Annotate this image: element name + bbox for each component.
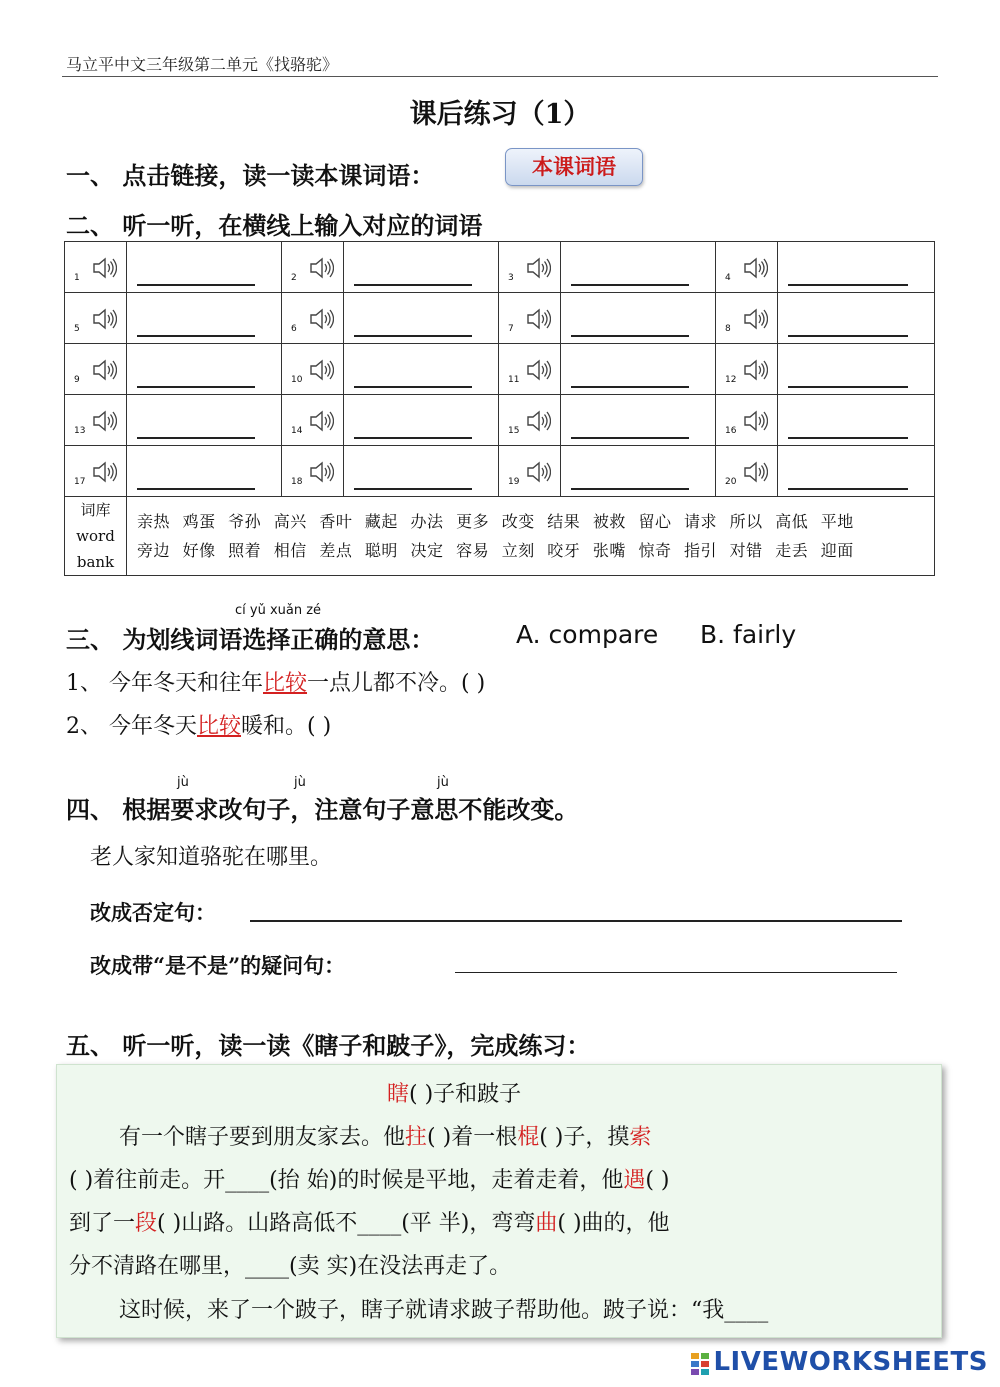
story-text: ( ) — [645, 1168, 670, 1193]
item-number: 7 — [508, 324, 514, 334]
answer-cell — [561, 242, 716, 293]
item-number: 19 — [508, 477, 520, 487]
answer-cell — [344, 446, 499, 497]
item-number: 4 — [725, 273, 731, 283]
story-text: ( )着往前走。开____(抬 始)的时候是平地，走着走着，他 — [69, 1168, 624, 1193]
option-b: B. fairly — [700, 620, 797, 649]
answer-cell — [344, 344, 499, 395]
audio-cell — [499, 446, 561, 497]
speaker-icon[interactable] — [91, 255, 117, 281]
audio-cell — [65, 344, 127, 395]
word-bank-row-2: 旁边 好像 照着 相信 差点 聪明 决定 容易 立刻 咬牙 张嘴 惊奇 指引 对错 走丢 迎面 — [137, 541, 854, 560]
item-number: 6 — [291, 324, 297, 334]
story-title: 瞎( )子和跛子 — [387, 1082, 522, 1107]
highlighted-char: 棍 — [517, 1125, 540, 1150]
audio-cell — [716, 395, 778, 446]
highlighted-char: 曲 — [535, 1211, 558, 1236]
section-5-label: 五、 听一听，读一读《瞎子和跛子》，完成练习： — [66, 1031, 591, 1060]
answer-input[interactable] — [788, 415, 908, 439]
audio-cell — [65, 242, 127, 293]
story-line-1 — [119, 1120, 651, 1151]
section-4-label: 四、 根据要求改句子，注意句子意思不能改变。 — [66, 795, 579, 824]
story-line-2 — [69, 1163, 670, 1194]
answer-cell — [561, 446, 716, 497]
answer-input[interactable] — [354, 262, 472, 286]
section-2-label: 二、 听一听，在横线上输入对应的词语 — [66, 211, 483, 240]
word-bank-row-1: 亲热 鸡蛋 爷孙 高兴 香叶 藏起 办法 更多 改变 结果 被救 留心 请求 所以 高低 平地 — [137, 512, 854, 531]
answer-cell — [778, 395, 935, 446]
answer-cell — [344, 242, 499, 293]
item-number: 9 — [74, 375, 80, 385]
answer-cell — [561, 293, 716, 344]
audio-cell — [499, 242, 561, 293]
audio-cell — [65, 395, 127, 446]
answer-input[interactable] — [354, 466, 472, 490]
speaker-icon[interactable] — [308, 459, 334, 485]
audio-cell — [282, 293, 344, 344]
item-number: 10 — [291, 375, 303, 385]
answer-cell — [127, 446, 282, 497]
story-line-3 — [69, 1206, 670, 1237]
item-number: 1 — [74, 273, 80, 283]
answer-input[interactable] — [571, 466, 689, 490]
speaker-icon[interactable] — [91, 357, 117, 383]
answer-cell — [778, 242, 935, 293]
item-number: 18 — [291, 477, 303, 487]
answer-input[interactable] — [354, 415, 472, 439]
speaker-icon[interactable] — [91, 306, 117, 332]
page-title: 课后练习（1） — [409, 99, 591, 130]
story-box — [56, 1064, 942, 1338]
audio-cell — [499, 344, 561, 395]
answer-input[interactable] — [788, 364, 908, 388]
audio-cell — [282, 395, 344, 446]
item-number: 3 — [508, 273, 514, 283]
pinyin-ju: jù — [294, 775, 306, 790]
story-text: 有一个瞎子要到朋友家去。他 — [119, 1125, 406, 1150]
item-number: 15 — [508, 426, 520, 436]
audio-cell — [499, 293, 561, 344]
answer-input[interactable] — [571, 364, 689, 388]
audio-cell — [716, 344, 778, 395]
audio-cell — [716, 293, 778, 344]
item-number: 13 — [74, 426, 86, 436]
original-sentence: 老人家知道骆驼在哪里。 — [90, 845, 333, 870]
audio-cell — [282, 446, 344, 497]
answer-input[interactable] — [137, 313, 255, 337]
question-1: 1、 今年冬天和往年比较一点儿都不冷。( ) — [66, 671, 486, 696]
story-text: ( )山路。山路高低不____(平 半)，弯弯 — [157, 1211, 536, 1236]
highlighted-char: 索 — [629, 1125, 652, 1150]
item-number: 5 — [74, 324, 80, 334]
item-number: 17 — [74, 477, 86, 487]
answer-input[interactable] — [788, 262, 908, 286]
answer-cell — [127, 344, 282, 395]
section-3-label: 三、 为划线词语选择正确的意思： — [66, 625, 435, 654]
answer-cell — [127, 242, 282, 293]
answer-input[interactable] — [788, 466, 908, 490]
speaker-icon[interactable] — [308, 408, 334, 434]
answer-cell — [778, 446, 935, 497]
answer-cell — [344, 293, 499, 344]
answer-cell — [344, 395, 499, 446]
highlighted-char: 拄 — [405, 1125, 428, 1150]
answer-cell — [561, 344, 716, 395]
speaker-icon[interactable] — [91, 408, 117, 434]
question-sentence-input[interactable] — [455, 946, 897, 973]
audio-cell — [499, 395, 561, 446]
speaker-icon[interactable] — [308, 357, 334, 383]
speaker-icon[interactable] — [742, 255, 768, 281]
item-number: 14 — [291, 426, 303, 436]
answer-cell — [127, 395, 282, 446]
item-number: 11 — [508, 375, 520, 385]
answer-2-input[interactable] — [372, 711, 428, 739]
story-text: 到了一 — [69, 1211, 136, 1236]
story-line-5: 这时候，来了一个跛子，瞎子就请求跛子帮助他。跛子说：“我____ — [119, 1298, 769, 1323]
audio-cell — [716, 446, 778, 497]
story-text: ( )子，摸 — [539, 1125, 630, 1150]
speaker-icon[interactable] — [525, 306, 551, 332]
logo-icon — [691, 1352, 709, 1374]
story-text: ( )着一根 — [427, 1125, 518, 1150]
option-a: A. compare — [516, 620, 659, 649]
item-number: 20 — [725, 477, 737, 487]
story-line-4: 分不清路在哪里，____(卖 实)在没法再走了。 — [69, 1254, 512, 1279]
audio-cell — [282, 242, 344, 293]
answer-input[interactable] — [137, 364, 255, 388]
answer-input[interactable] — [571, 262, 689, 286]
question-2: 2、 今年冬天比较暖和。( ) — [66, 714, 332, 739]
pinyin-ju: jù — [177, 775, 189, 790]
word-bank-header: 词库 word bank — [65, 497, 127, 576]
answer-input[interactable] — [137, 415, 255, 439]
answer-input[interactable] — [354, 313, 472, 337]
audio-cell — [65, 446, 127, 497]
underlined-word: 比较 — [263, 671, 308, 696]
negative-label: 改成否定句： — [90, 900, 216, 925]
speaker-icon[interactable] — [525, 459, 551, 485]
item-number: 2 — [291, 273, 297, 283]
header-divider — [62, 76, 938, 77]
answer-input[interactable] — [137, 466, 255, 490]
audio-cell — [282, 344, 344, 395]
speaker-icon[interactable] — [308, 255, 334, 281]
pinyin-ju: jù — [437, 775, 449, 790]
listening-grid — [64, 241, 935, 576]
section-1-label: 一、 点击链接，读一读本课词语： — [66, 161, 435, 190]
speaker-icon[interactable] — [742, 306, 768, 332]
speaker-icon[interactable] — [308, 306, 334, 332]
liveworksheets-logo: LIVEWORKSHEETS — [691, 1347, 988, 1377]
answer-cell — [561, 395, 716, 446]
answer-cell — [127, 293, 282, 344]
lesson-words-link-button[interactable]: 本课词语 — [505, 148, 643, 186]
question-form-label: 改成带“是不是”的疑问句： — [90, 953, 346, 978]
answer-input[interactable] — [137, 262, 255, 286]
item-number: 16 — [725, 426, 737, 436]
speaker-icon[interactable] — [525, 255, 551, 281]
answer-input[interactable] — [571, 415, 689, 439]
audio-cell — [716, 242, 778, 293]
speaker-icon[interactable] — [742, 459, 768, 485]
speaker-icon[interactable] — [742, 408, 768, 434]
answer-cell — [778, 293, 935, 344]
highlighted-char: 段 — [135, 1211, 158, 1236]
item-number: 8 — [725, 324, 731, 334]
negative-sentence-input[interactable] — [250, 890, 902, 922]
word-bank-words — [127, 497, 935, 576]
header-title: 马立平中文三年级第二单元《找骆驼》 — [66, 55, 339, 74]
speaker-icon[interactable] — [742, 357, 768, 383]
item-number: 12 — [725, 375, 737, 385]
underlined-word: 比较 — [197, 714, 242, 739]
answer-input[interactable] — [571, 313, 689, 337]
answer-input[interactable] — [788, 313, 908, 337]
answer-cell — [778, 344, 935, 395]
audio-cell — [65, 293, 127, 344]
answer-input[interactable] — [354, 364, 472, 388]
highlighted-char: 遇 — [623, 1168, 646, 1193]
answer-1-input[interactable] — [554, 668, 610, 696]
speaker-icon[interactable] — [525, 408, 551, 434]
story-text: ( )曲的，他 — [557, 1211, 670, 1236]
speaker-icon[interactable] — [525, 357, 551, 383]
section-3-pinyin: cí yǔ xuǎn zé — [235, 603, 322, 618]
speaker-icon[interactable] — [91, 459, 117, 485]
